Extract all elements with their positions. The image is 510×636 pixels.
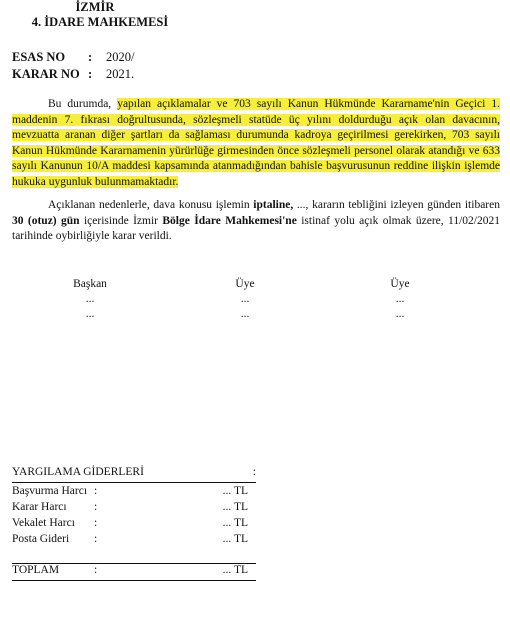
signature-line: ...	[85, 293, 95, 305]
costs-heading: YARGILAMA GİDERLERİ	[12, 466, 144, 478]
court-name: 4. İDARE MAHKEMESİ	[31, 15, 169, 29]
esas-no-label: ESAS NO	[12, 50, 66, 64]
signature-member-2	[355, 277, 445, 322]
karar-no-separator: :	[88, 67, 93, 81]
judgment-paragraph	[12, 198, 500, 245]
cost-total-label: TOPLAM	[12, 564, 60, 576]
cost-amount: ... TL	[222, 501, 248, 513]
signature-title: Üye	[235, 278, 255, 290]
cost-row	[12, 485, 256, 501]
cost-name: Karar Harcı	[12, 501, 67, 513]
signature-line: ...	[395, 293, 405, 305]
signature-member-1	[200, 277, 290, 322]
cost-name: Posta Gideri	[12, 533, 70, 545]
esas-no-separator: :	[88, 50, 93, 64]
esas-no-row	[12, 50, 212, 66]
judgment-text-3: içerisinde İzmir	[79, 214, 163, 227]
karar-no-label: KARAR NO	[12, 67, 80, 81]
cost-colon: :	[94, 533, 98, 545]
judgment-appeal-court: Bölge İdare Mahkemesi'ne	[162, 214, 297, 227]
cost-total-amount: ... TL	[222, 564, 248, 576]
costs-heading-colon: :	[252, 466, 256, 478]
signature-title: Üye	[390, 278, 410, 290]
costs-table	[12, 466, 256, 581]
karar-no-value: 2021.	[106, 67, 135, 81]
cost-name: Başvurma Harcı	[12, 485, 88, 497]
signature-line: ...	[85, 308, 95, 320]
judgment-text-4: istinaf yolu açık olmak üzere, 11/02/2021 tarihinde oybirliğiyle karar verildi.	[12, 214, 500, 242]
signature-line: ...	[240, 293, 250, 305]
signature-line: ...	[395, 308, 405, 320]
reasoning-intro: Bu durumda,	[48, 98, 118, 110]
cost-colon: :	[94, 517, 98, 529]
cost-colon: :	[94, 485, 98, 497]
cost-name: Vekalet Harcı	[12, 517, 75, 529]
signature-president	[45, 277, 135, 322]
highlighted-reasoning: yapılan açıklamalar ve 703 sayılı Kanun Hükmünde Kararname'nin Geçici 1. maddenin 7. fıkrası doğrultusunda, sözleşmeli statüde üç yılını doldurduğu açık olan davacının, mevzuatta aranan diğer şartları da sağlaması durumunda kadroya geçirilmesi gerekirken, 703 sayılı Kanun Hükmünde Kararnamenin yürürlüğe girmesinden önce sözleşmeli personel olarak atandığı ve 633 sayılı Kanunun 10/A maddesi kapsamında atanmadığından bahisle başvurusunun reddine ilişkin işlemde hukuka uygunluk bulunmamaktadır.	[12, 98, 500, 188]
signature-title: Başkan	[73, 278, 107, 290]
judgment-text-2: ..., kararın tebliğini izleyen günden itibaren	[293, 199, 500, 211]
signature-line: ...	[240, 308, 250, 320]
court-header	[0, 0, 200, 30]
costs-heading-row	[12, 466, 256, 483]
judgment-deadline: 30 (otuz) gün	[12, 214, 80, 227]
karar-no-row	[12, 67, 212, 83]
cost-total-colon: :	[94, 564, 98, 576]
cost-row	[12, 533, 256, 549]
reasoning-paragraph	[12, 97, 500, 190]
cost-colon: :	[94, 501, 98, 513]
city-name: İZMİR	[75, 0, 115, 14]
judgment-iptaline: iptaline,	[253, 199, 294, 211]
esas-no-value: 2020/	[106, 50, 135, 64]
cost-amount: ... TL	[222, 517, 248, 529]
cost-row	[12, 517, 256, 533]
cost-total-row	[12, 563, 256, 581]
judgment-text-1: Açıklanan nedenlerle, dava konusu işlemin	[48, 199, 254, 211]
cost-amount: ... TL	[222, 485, 248, 497]
cost-amount: ... TL	[222, 533, 248, 545]
cost-row	[12, 501, 256, 517]
